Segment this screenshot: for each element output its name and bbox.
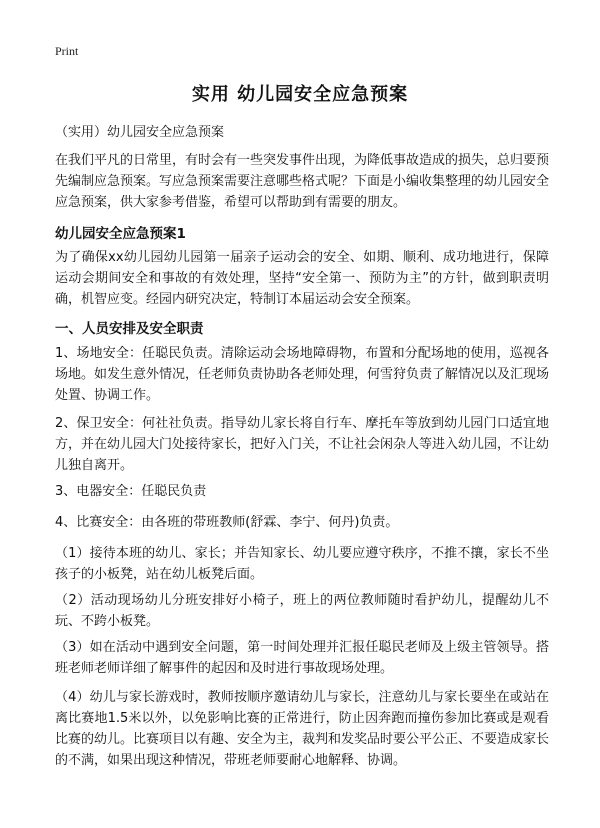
section-heading: 幼儿园安全应急预案1 — [55, 226, 186, 242]
list-item-competition: 4、比赛安全：由各班的带班教师(舒霖、李宁、何丹)负责。 — [55, 515, 399, 530]
list-item-security: 2、保卫安全：何社社负责。指导幼儿家长将自行车、摩托车等放到幼儿园门口适宜地方，并在幼儿园大门处接待家长，把好入门关，不让社会闲杂人等进入幼儿园，不让幼儿独自离开。 — [55, 416, 550, 473]
sub-item-4: （4）幼儿与家长游戏时，教师按顺序邀请幼儿与家长，注意幼儿与家长要坐在或站在离比赛地1.5米以外，以免影响比赛的正常进行，防止因奔跑而撞伤参加比赛或是观看比赛的幼儿。比赛项目以有趣、安全为主，裁判和发奖品时要公平公正、不要造成家长的不满，如果出现这种情况，带班老师要耐心地解释、协调。 — [55, 690, 550, 768]
list-item-site-safety: 1、场地安全：任聪民负责。清除运动会场地障碍物，布置和分配场地的使用，巡视各场地。如发生意外情况，任老师负责协助各老师处理，何雪狩负责了解情况以及汇现场处置、协调工作。 — [55, 346, 550, 403]
sub-item-2: （2）活动现场幼儿分班安排好小椅子，班上的两位教师随时看护幼儿，提醒幼儿不玩、不跨小板凳。 — [55, 593, 549, 629]
print-link[interactable]: Print — [55, 44, 79, 58]
intro-paragraph: 在我们平凡的日常里，有时会有一些突发事件出现，为降低事故造成的损失，总归要预先编制应急预案。写应急预案需要注意哪些格式呢？下面是小编收集整理的幼儿园安全应急预案，供大家参考借鉴，希望可以帮助到有需要的朋友。 — [55, 153, 550, 210]
sub-item-1: （1）接待本班的幼儿、家长；并告知家长、幼儿要应遵守秩序，不推不攘，家长不坐孩子的小板凳，站在幼儿板凳后面。 — [55, 546, 549, 582]
list-item-electrical: 3、电器安全：任聪民负责 — [55, 484, 207, 499]
page-title: 实用 幼儿园安全应急预案 — [191, 84, 409, 105]
section-intro-paragraph: 为了确保xx幼儿园幼儿园第一届亲子运动会的安全、如期、顺利、成功地进行，保障运动会期间安全和事故的有效处理，坚持“安全第一、预防为主”的方针，做到职责明确，机智应变。经园内研究决定，特制订本届运动会安全预案。 — [55, 250, 549, 307]
sub-item-3: （3）如在活动中遇到安全问题，第一时间处理并汇报任聪民老师及上级主管领导。搭班老师老师详细了解事件的起因和及时进行事故现场处理。 — [55, 640, 549, 676]
subsection-heading: 一、人员安排及安全职责 — [55, 321, 204, 337]
subtitle: （实用）幼儿园安全应急预案 — [55, 125, 225, 140]
